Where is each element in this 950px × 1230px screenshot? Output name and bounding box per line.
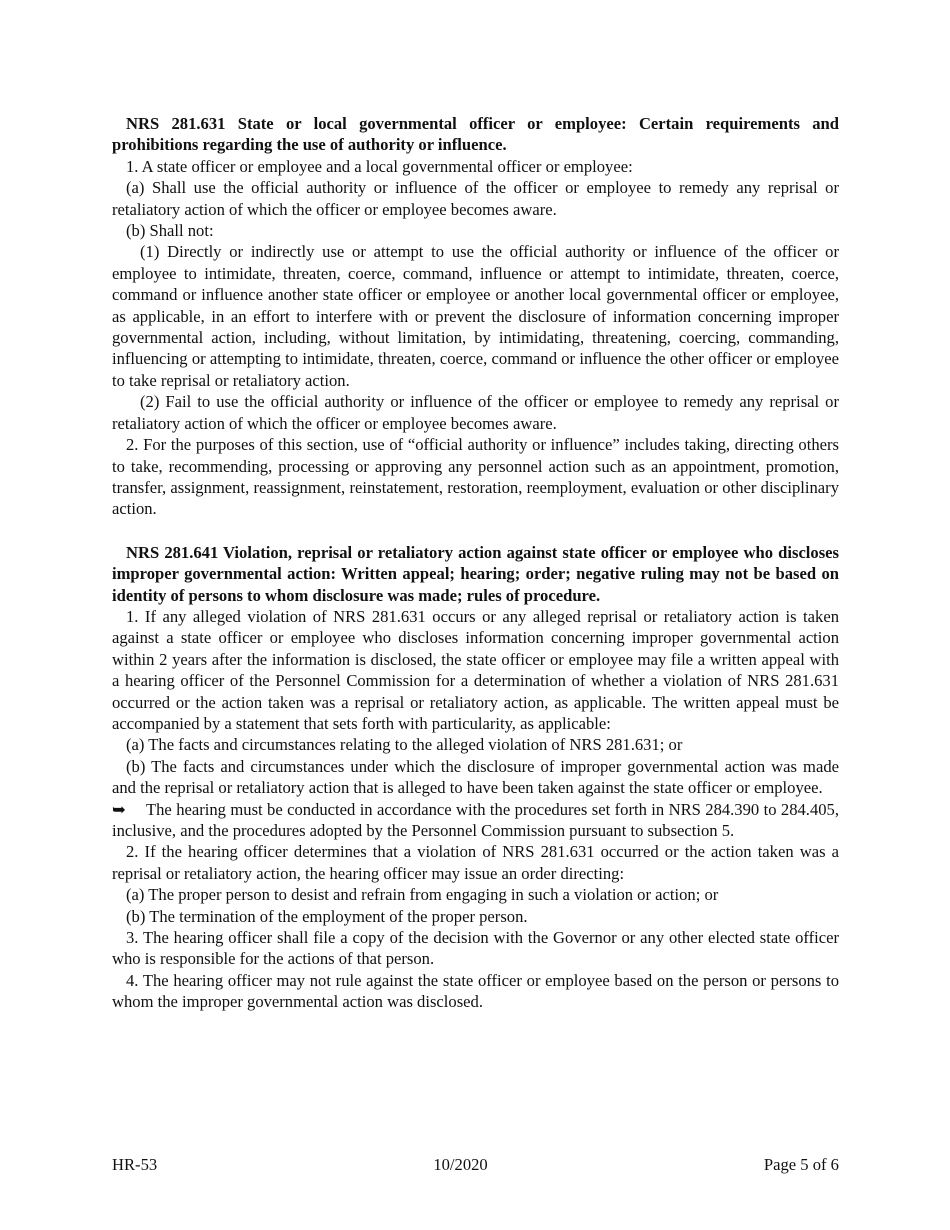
paragraph: (2) Fail to use the official authority or influence of the officer or employee to remedy any reprisal or retaliatory action of which the officer or employee becomes aware.	[112, 392, 839, 433]
paragraph: 2. For the purposes of this section, use of “official authority or influence” includes taking, directing others to take, recommending, processing or approving any personnel action such as an appointment, promotion, transfer, assignment, reassignment, reinstatement, restoration, reemployment, evaluation or other disciplinary action.	[112, 435, 839, 519]
footer-page-number: Page 5 of 6	[763, 1155, 839, 1174]
footer-form-number: HR-53	[112, 1155, 158, 1174]
paragraph: 2. If the hearing officer determines that a violation of NRS 281.631 occurred or the action taken was a reprisal or retaliatory action, the hearing officer may issue an order directing:	[112, 842, 839, 883]
section-heading-281-631: NRS 281.631 State or local governmental officer or employee: Certain requirements and prohibitions regarding the use of authority or influence.	[112, 114, 839, 155]
paragraph: 1. A state officer or employee and a local governmental officer or employee:	[126, 156, 633, 176]
paragraph: (b) Shall not:	[126, 221, 214, 241]
arrow-icon: ➥	[112, 799, 126, 819]
section-heading-281-641: NRS 281.641 Violation, reprisal or retaliatory action against state officer or employee who discloses improper governmental action: Written appeal; hearing; order; negative ruling may not be based on identity of persons to whom disclosure was made; rules of procedure.	[112, 542, 839, 605]
footer-date: 10/2020	[433, 1155, 488, 1174]
paragraph: (1) Directly or indirectly use or attempt to use the official authority or influence of the officer or employee to intimidate, threaten, coerce, command, influence or attempt to intimidate, threaten, coerce, command or influence another state officer or employee or another local governmental officer or employee, as applicable, in an effort to interfere with or prevent the disclosure of information concerning improper governmental action, including, without limitation, by intimidating, threatening, coercing, commanding, influencing or attempting to intimidate, threaten, coerce, command or influence the other officer or employee to take reprisal or retaliatory action.	[112, 242, 839, 390]
paragraph: (a) The facts and circumstances relating to the alleged violation of NRS 281.631; or	[126, 735, 683, 755]
paragraph: (a) Shall use the official authority or influence of the officer or employee to remedy any reprisal or retaliatory action of which the officer or employee becomes aware.	[112, 178, 839, 219]
section-gap	[112, 520, 839, 542]
arrow-paragraph-text: The hearing must be conducted in accordance with the procedures set forth in NRS 284.390 to 284.405, inclusive, and the procedures adopted by the Personnel Commission pursuant to subsection 5.	[112, 799, 839, 840]
paragraph: (b) The facts and circumstances under which the disclosure of improper governmental action was made and the reprisal or retaliatory action that is alleged to have been taken against the state officer or employee.	[112, 756, 839, 798]
arrow-paragraph	[112, 799, 839, 842]
paragraph: 1. If any alleged violation of NRS 281.631 occurs or any alleged reprisal or retaliatory action is taken against a state officer or employee who discloses information concerning improper governmental action within 2 years after the information is disclosed, the state officer or employee may file a written appeal with a hearing officer of the Personnel Commission for a determination of whether a violation of NRS 281.631 occurred or the action taken was a reprisal or retaliatory action, as applicable. The written appeal must be accompanied by a statement that sets forth with particularity, as applicable:	[112, 606, 839, 733]
page-footer	[112, 1154, 839, 1175]
document-body	[112, 113, 839, 1013]
paragraph: 4. The hearing officer may not rule against the state officer or employee based on the person or persons to whom the improper governmental action was disclosed.	[112, 970, 839, 1012]
paragraph: 3. The hearing officer shall file a copy of the decision with the Governor or any other elected state officer who is responsible for the actions of that person.	[112, 928, 839, 969]
paragraph: (a) The proper person to desist and refrain from engaging in such a violation or action; or	[126, 885, 719, 905]
paragraph: (b) The termination of the employment of the proper person.	[126, 906, 528, 926]
